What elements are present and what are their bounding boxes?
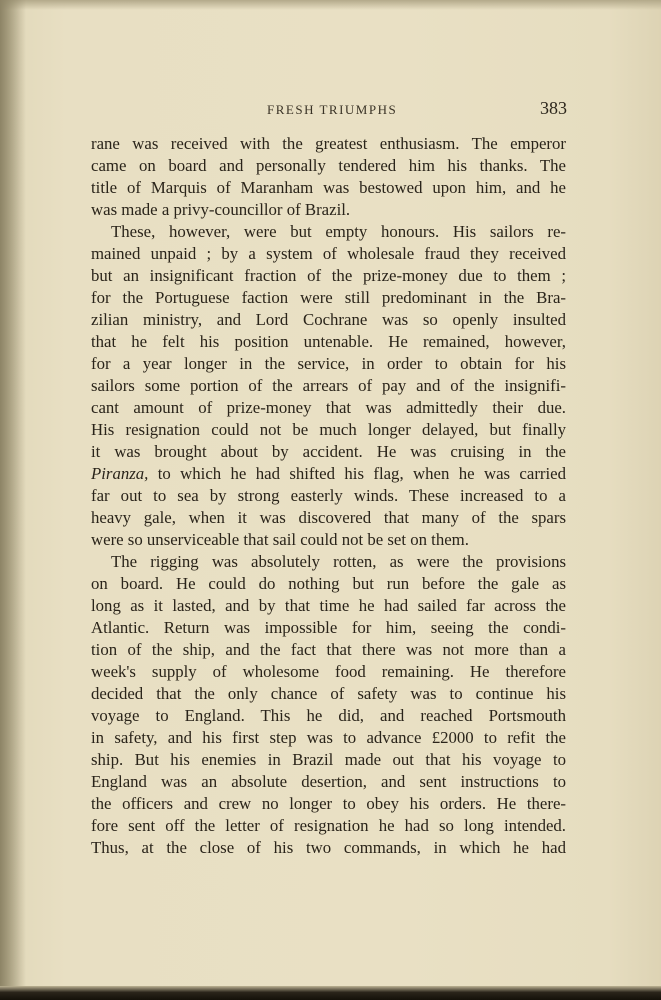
text-line: for the Portuguese faction were still predominant in the Bra-: [91, 288, 566, 307]
text-line: for a year longer in the service, in order to obtain for his: [91, 354, 566, 373]
page-bottom-edge: [0, 986, 661, 1000]
text-line: cant amount of prize-money that was admittedly their due.: [91, 398, 566, 417]
text-line: decided that the only chance of safety was to continue his: [91, 684, 566, 703]
ship-name: Piranza,: [91, 464, 149, 483]
text-line: the officers and crew no longer to obey his orders. He there-: [91, 794, 566, 813]
text-line: fore sent off the letter of resignation he had so long intended.: [91, 816, 566, 835]
text-line: These, however, were but empty honours. His sailors re-: [111, 222, 566, 241]
page-top-shadow: [0, 0, 661, 10]
text-line: long as it lasted, and by that time he had sailed far across the: [91, 596, 566, 615]
text-line: The rigging was absolutely rotten, as were the provisions: [111, 552, 566, 571]
text-line: that he felt his position untenable. He remained, however,: [91, 332, 566, 351]
text-line: on board. He could do nothing but run before the gale as: [91, 574, 566, 593]
text-line: England was an absolute desertion, and sent instructions to: [91, 772, 566, 791]
text-line: it was brought about by accident. He was cruising in the: [91, 442, 566, 461]
text-line-rest: to which he had shifted his flag, when he was carried: [148, 464, 566, 483]
text-line: tion of the ship, and the fact that there was not more than a: [91, 640, 566, 659]
text-line: zilian ministry, and Lord Cochrane was so openly insulted: [91, 310, 566, 329]
text-line: mained unpaid ; by a system of wholesale fraud they received: [91, 244, 566, 263]
page-number: 383: [540, 98, 567, 118]
text-line: ship. But his enemies in Brazil made out that his voyage to: [91, 750, 566, 769]
text-line: heavy gale, when it was discovered that many of the spars: [91, 508, 566, 527]
text-line: was made a privy-councillor of Brazil.: [91, 200, 351, 219]
running-head: FRESH TRIUMPHS: [267, 102, 398, 117]
text-line: Thus, at the close of his two commands, in which he had: [91, 838, 566, 857]
text-line: title of Marquis of Maranham was bestowed upon him, and he: [91, 178, 566, 197]
text-line: far out to sea by strong easterly winds. These increased to a: [91, 486, 566, 505]
text-line: sailors some portion of the arrears of pay and of the insignifi-: [91, 376, 566, 395]
text-line: Atlantic. Return was impossible for him, seeing the condi-: [91, 618, 566, 637]
text-line: came on board and personally tendered him his thanks. The: [91, 156, 566, 175]
text-line: but an insignificant fraction of the prize-money due to them ;: [91, 266, 566, 285]
text-line: in safety, and his first step was to advance £2000 to refit the: [91, 728, 566, 747]
text-line: rane was received with the greatest enthusiasm. The emperor: [91, 134, 566, 153]
text-line: week's supply of wholesome food remaining. He therefore: [91, 662, 566, 681]
text-line: were so unserviceable that sail could not be set on them.: [91, 530, 469, 549]
text-line: His resignation could not be much longer delayed, but finally: [91, 420, 566, 439]
page-gutter-shadow: [0, 0, 26, 993]
text-line: [91, 463, 566, 485]
text-line: voyage to England. This he did, and reached Portsmouth: [91, 706, 566, 725]
